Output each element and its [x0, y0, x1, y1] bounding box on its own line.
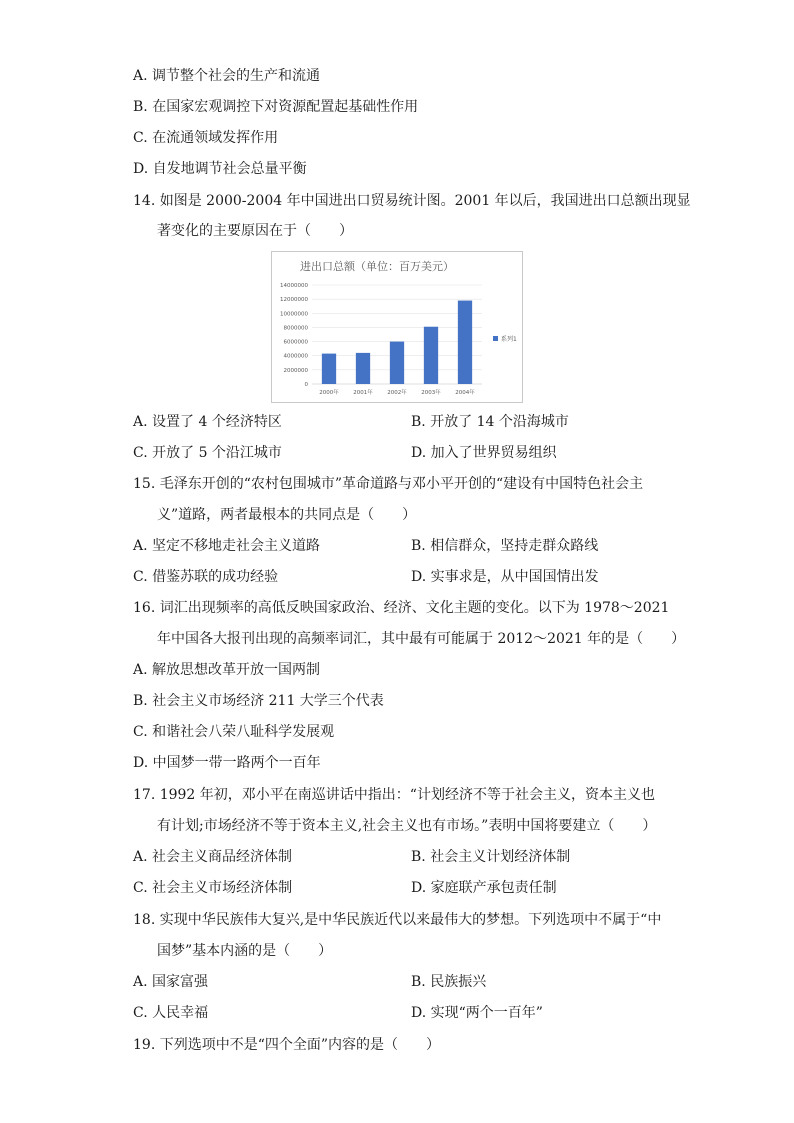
x-tick-label: 2001年 — [353, 390, 373, 396]
bar-2002年 — [390, 342, 404, 384]
legend-label: 系列1 — [501, 336, 517, 343]
q14-stem-line2: 著变化的主要原因在于（ ） — [157, 223, 353, 239]
q18-stem-line1: 18. 实现中华民族伟大复兴,是中华民族近代以来最伟大的梦想。下列选项中不属于“中 — [133, 912, 662, 928]
q17-option-a: A. 社会主义商品经济体制 — [133, 849, 293, 865]
y-tick-label: 0 — [304, 382, 308, 388]
q14-option-a: A. 设置了 4 个经济特区 — [133, 414, 282, 430]
q15-stem-line1: 15. 毛泽东开创的“农村包围城市”革命道路与邓小平开创的“建设有中国特色社会主 — [133, 476, 644, 492]
y-tick-label: 12000000 — [280, 297, 308, 304]
q15-option-b: B. 相信群众，坚持走群众路线 — [411, 538, 599, 554]
q16-option-b: B. 社会主义市场经济 211 大学三个代表 — [133, 693, 384, 709]
bar-2001年 — [356, 353, 370, 384]
q15-stem-line2: 义”道路，两者最根本的共同点是（ ） — [157, 507, 417, 523]
q17-option-c: C. 社会主义市场经济体制 — [133, 880, 293, 896]
x-tick-label: 2002年 — [387, 390, 407, 396]
y-tick-label: 6000000 — [283, 339, 308, 346]
q16-option-a: A. 解放思想改革开放一国两制 — [133, 662, 321, 678]
q18-option-b: B. 民族振兴 — [411, 974, 487, 990]
y-tick-label: 2000000 — [283, 367, 308, 374]
q17-stem-line1: 17. 1992 年初，邓小平在南巡讲话中指出：“计划经济不等于社会主义，资本主义也 — [133, 787, 655, 803]
q13-option-c: C. 在流通领域发挥作用 — [133, 130, 279, 146]
q14-option-c: C. 开放了 5 个沿江城市 — [133, 445, 282, 461]
chart-svg — [272, 252, 522, 402]
chart-title: 进出口总额（单位：百万美元） — [300, 260, 454, 273]
bar-2003年 — [424, 327, 438, 384]
q13-option-d: D. 自发地调节社会总量平衡 — [133, 161, 307, 177]
q15-option-a: A. 坚定不移地走社会主义道路 — [133, 538, 321, 554]
y-tick-label: 10000000 — [280, 311, 308, 318]
q17-option-b: B. 社会主义计划经济体制 — [411, 849, 571, 865]
q16-option-c: C. 和谐社会八荣八耻科学发展观 — [133, 724, 335, 740]
q18-option-a: A. 国家富强 — [133, 974, 209, 990]
q18-option-c: C. 人民幸福 — [133, 1005, 209, 1021]
q16-stem-line2: 年中国各大报刊出现的高频率词汇，其中最有可能属于 2012～2021 年的是（ ） — [157, 631, 686, 647]
legend-swatch — [493, 336, 498, 341]
x-tick-label: 2004年 — [455, 390, 475, 396]
trade-bar-chart — [271, 251, 523, 403]
q14-option-d: D. 加入了世界贸易组织 — [411, 445, 557, 461]
q19-stem-line1: 19. 下列选项中不是“四个全面”内容的是（ ） — [133, 1037, 441, 1053]
y-tick-label: 4000000 — [283, 353, 308, 360]
y-tick-label: 8000000 — [283, 325, 308, 332]
bar-2000年 — [322, 354, 336, 384]
q18-stem-line2: 国梦”基本内涵的是（ ） — [157, 943, 333, 959]
x-tick-label: 2003年 — [421, 390, 441, 396]
q13-option-a: A. 调节整个社会的生产和流通 — [133, 68, 321, 84]
y-tick-label: 14000000 — [280, 283, 308, 289]
q14-option-b: B. 开放了 14 个沿海城市 — [411, 414, 569, 430]
q15-option-c: C. 借鉴苏联的成功经验 — [133, 569, 279, 585]
q14-stem-line1: 14. 如图是 2000-2004 年中国进出口贸易统计图。2001 年以后，我国进出口总额出现显 — [133, 193, 691, 209]
q16-option-d: D. 中国梦一带一路两个一百年 — [133, 755, 321, 771]
q13-option-b: B. 在国家宏观调控下对资源配置起基础性作用 — [133, 99, 419, 115]
q16-stem-line1: 16. 词汇出现频率的高低反映国家政治、经济、文化主题的变化。以下为 1978～2021 — [133, 600, 670, 616]
x-tick-label: 2000年 — [319, 390, 339, 396]
q17-stem-line2: 有计划;市场经济不等于资本主义,社会主义也有市场。”表明中国将要建立（ ） — [157, 818, 657, 834]
q18-option-d: D. 实现“两个一百年” — [411, 1005, 543, 1021]
q15-option-d: D. 实事求是，从中国国情出发 — [411, 569, 599, 585]
bar-2004年 — [458, 301, 472, 384]
q17-option-d: D. 家庭联产承包责任制 — [411, 880, 557, 896]
